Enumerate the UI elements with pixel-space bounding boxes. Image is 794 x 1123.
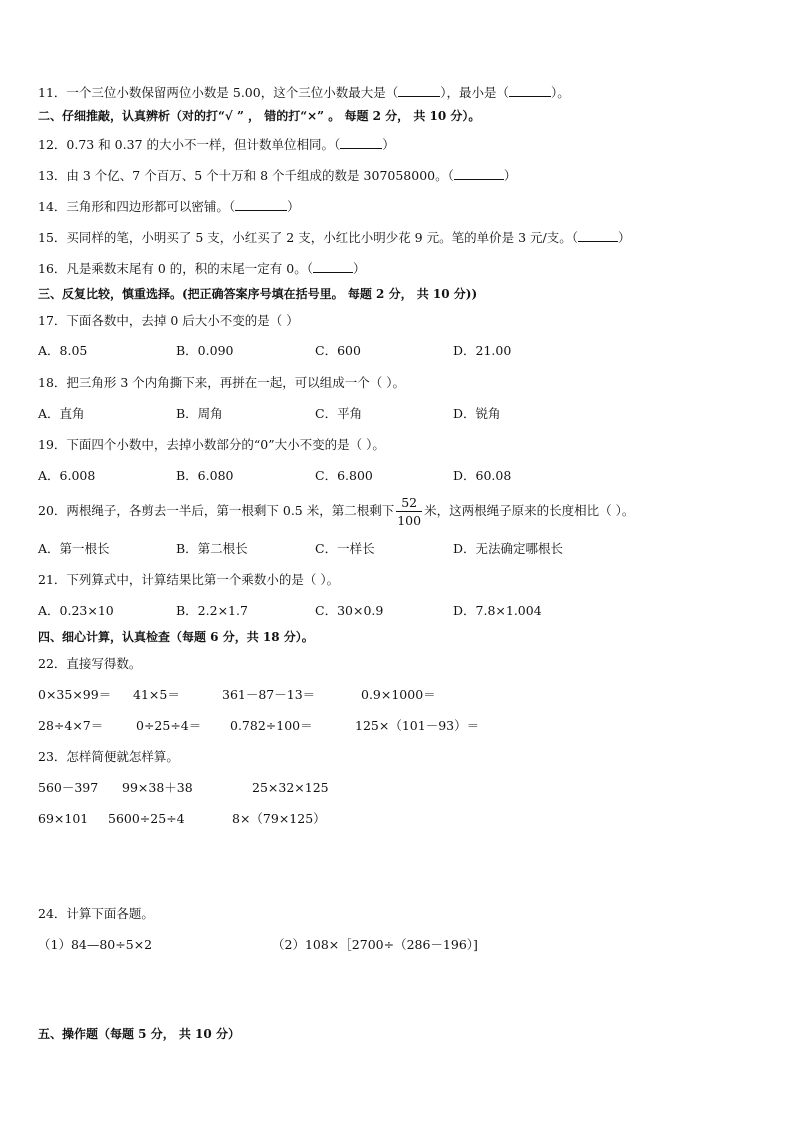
- section-5-heading: 五、操作题（每题 5 分， 共 10 分）: [38, 1027, 240, 1041]
- question-17-stem: 17．下面各数中，去掉 0 后大小不变的是（ ）: [38, 313, 299, 328]
- q20-option-d[interactable]: D．无法确定哪根长: [453, 541, 564, 556]
- q20-option-a[interactable]: A．第一根长: [38, 541, 110, 556]
- question-21-stem: 21．下列算式中，计算结果比第一个乘数小的是（ ）。: [38, 572, 340, 587]
- q11-text-a: 11．一个三位小数保留两位小数是 5.00，这个三位小数最大是（: [38, 85, 399, 100]
- question-20-stem: [38, 494, 634, 529]
- question-12: [38, 136, 395, 153]
- q12-blank[interactable]: [340, 136, 382, 149]
- section-3-heading: 三、反复比较，慎重选择。(把正确答案序号填在括号里。 每题 2 分， 共 10 分)): [38, 287, 478, 301]
- q13-text: 13．由 3 个亿、7 个百万、5 个十万和 8 个千组成的数是 307058000。（: [38, 168, 454, 183]
- q11-blank-min[interactable]: [509, 84, 551, 97]
- q18-option-a[interactable]: A．直角: [38, 406, 85, 421]
- q16-blank[interactable]: [313, 260, 353, 273]
- q20-text-a: 20．两根绳子，各剪去一半后，第一根剩下 0.5 米，第二根剩下: [38, 503, 395, 518]
- q20-option-b[interactable]: B．第二根长: [176, 541, 248, 556]
- q12-text: 12．0.73 和 0.37 的大小不一样，但计数单位相同。（: [38, 137, 341, 152]
- question-22-stem: 22．直接写得数。: [38, 656, 142, 671]
- q24-part-1: （1）84—80÷5×2: [38, 937, 153, 952]
- q11-text-c: ）。: [550, 85, 570, 100]
- q16-text: 16．凡是乘数末尾有 0 的，积的末尾一定有 0。（: [38, 261, 313, 276]
- q23-item-4: 69×101: [38, 811, 89, 826]
- q23-item-6: 8×（79×125）: [232, 811, 326, 826]
- q17-option-b[interactable]: B．0.090: [176, 343, 234, 358]
- q19-option-d[interactable]: D．60.08: [453, 468, 512, 483]
- q21-option-c[interactable]: C．30×0.9: [315, 603, 384, 618]
- q22-item-3: 361－87－13＝: [222, 687, 316, 702]
- question-13: [38, 167, 516, 184]
- q22-item-4: 0.9×1000＝: [361, 687, 436, 702]
- q18-option-b[interactable]: B．周角: [176, 406, 223, 421]
- q13-text-end: ）: [503, 168, 517, 183]
- q22-item-5: 28÷4×7＝: [38, 718, 104, 733]
- q19-option-c[interactable]: C．6.800: [315, 468, 373, 483]
- q21-option-b[interactable]: B．2.2×1.7: [176, 603, 248, 618]
- question-15: [38, 229, 630, 246]
- q19-option-a[interactable]: A．6.008: [38, 468, 96, 483]
- q12-text-end: ）: [382, 137, 395, 152]
- q20-fraction-denominator: 100: [397, 513, 422, 528]
- q17-option-d[interactable]: D．21.00: [453, 343, 512, 358]
- question-24-stem: 24．计算下面各题。: [38, 906, 154, 921]
- question-19-stem: 19．下面四个小数中，去掉小数部分的“0”大小不变的是（ ）。: [38, 437, 385, 452]
- section-2-heading: 二、仔细推敲，认真辨析（对的打“√ ” ， 错的打“×” 。 每题 2 分， 共 10 分）。: [38, 109, 481, 123]
- q22-item-6: 0÷25÷4＝: [136, 718, 202, 733]
- q17-option-a[interactable]: A．8.05: [38, 343, 88, 358]
- q22-item-2: 41×5＝: [133, 687, 180, 702]
- q20-option-c[interactable]: C．一样长: [315, 541, 375, 556]
- q22-item-7: 0.782÷100＝: [230, 718, 313, 733]
- q23-item-1: 560－397: [38, 780, 99, 795]
- q20-text-b: 米，这两根绳子原来的长度相比（ ）。: [424, 503, 635, 518]
- q14-text-end: ）: [287, 199, 300, 214]
- q18-option-c[interactable]: C．平角: [315, 406, 363, 421]
- q11-text-b: ），最小是（: [440, 85, 509, 100]
- q23-item-2: 99×38＋38: [122, 780, 193, 795]
- question-23-stem: 23．怎样简便就怎样算。: [38, 749, 179, 764]
- q17-option-c[interactable]: C．600: [315, 343, 361, 358]
- q19-option-b[interactable]: B．6.080: [176, 468, 234, 483]
- q23-item-5: 5600÷25÷4: [108, 811, 185, 826]
- q22-item-8: 125×（101－93）＝: [355, 718, 480, 733]
- q14-text: 14．三角形和四边形都可以密铺。（: [38, 199, 236, 214]
- q20-fraction: [396, 494, 422, 529]
- q11-blank-max[interactable]: [398, 84, 440, 97]
- q23-item-3: 25×32×125: [252, 780, 329, 795]
- question-16: [38, 260, 366, 277]
- q18-option-d[interactable]: D．锐角: [453, 406, 501, 421]
- q16-text-end: ）: [352, 261, 366, 276]
- q24-part-2: （2）108×［2700÷（286－196）]: [272, 937, 478, 952]
- q15-blank[interactable]: [578, 229, 618, 242]
- question-14: [38, 198, 300, 215]
- q21-option-a[interactable]: A．0.23×10: [38, 603, 114, 618]
- q20-fraction-numerator: 52: [396, 494, 422, 512]
- section-4-heading: 四、细心计算，认真检查（每题 6 分，共 18 分）。: [38, 630, 314, 644]
- question-18-stem: 18．把三角形 3 个内角撕下来，再拼在一起，可以组成一个（ ）。: [38, 375, 406, 390]
- q13-blank[interactable]: [454, 167, 504, 180]
- q14-blank[interactable]: [235, 198, 287, 211]
- q21-option-d[interactable]: D．7.8×1.004: [453, 603, 542, 618]
- q15-text: 15．买同样的笔，小明买了 5 支，小红买了 2 支，小红比小明少花 9 元。笔的单价是 3 元/支。（: [38, 230, 578, 245]
- q22-item-1: 0×35×99＝: [38, 687, 112, 702]
- q15-text-end: ）: [617, 230, 631, 245]
- question-11: [38, 84, 570, 101]
